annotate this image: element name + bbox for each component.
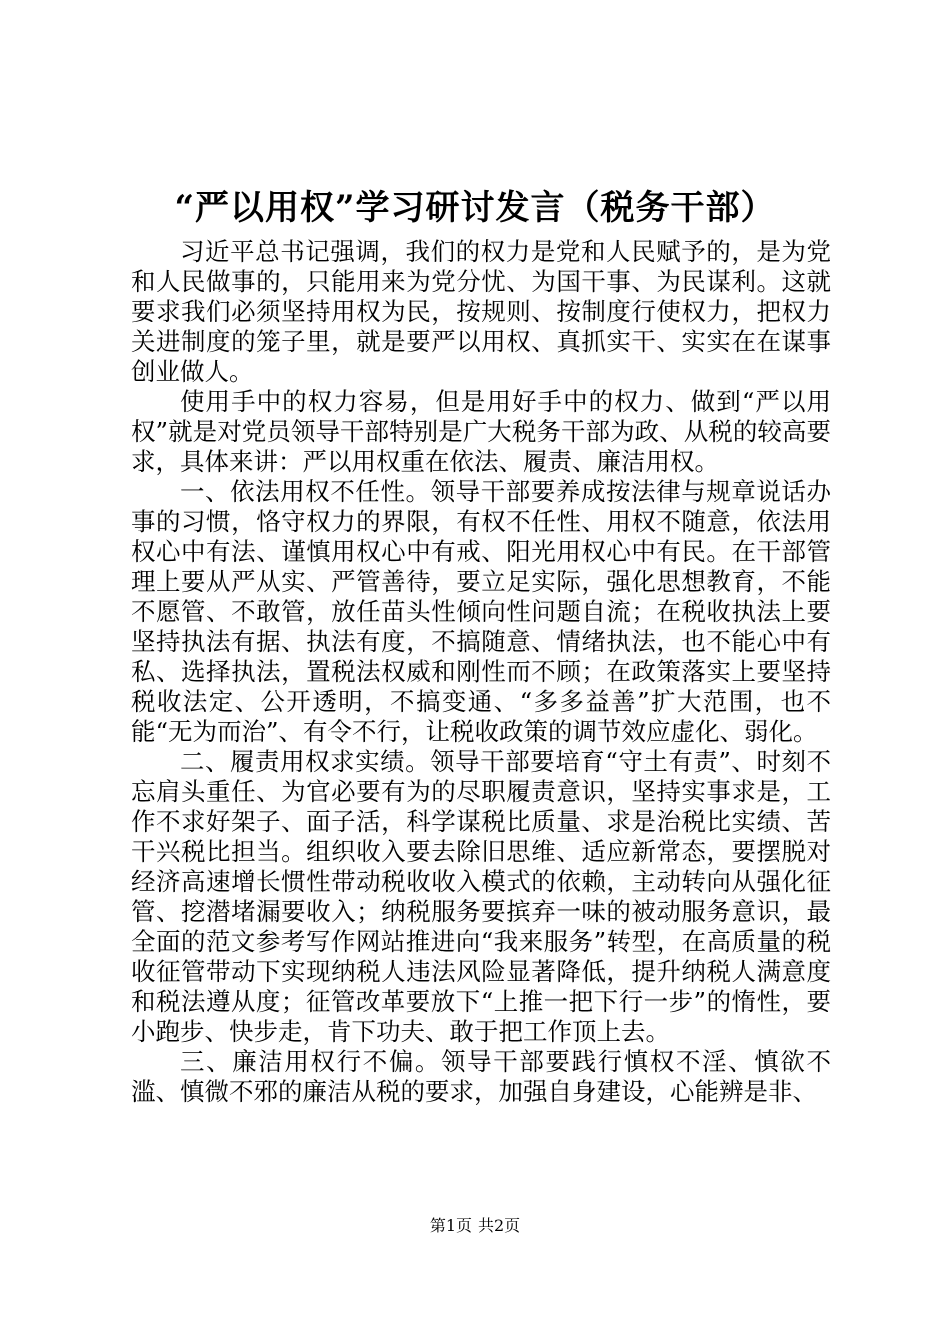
paragraph-overview: 使用手中的权力容易，但是用好手中的权力、做到“严以用权”就是对党员领导干部特别是广大税务干部为政、从税的较高要求，具体来讲：严以用权重在依法、履责、廉洁用权。 (131, 387, 831, 476)
page-total: 共2页 (478, 1216, 521, 1235)
paragraph-section-1: 一、依法用权不任性。领导干部要养成按法律与规章说话办事的习惯，恪守权力的界限，有权不任性、用权不随意，依法用权心中有法、谨慎用权心中有戒、阳光用权心中有民。在干部管理上要从严从实、严管善待，要立足实际，强化思想教育，不能不愿管、不敢管，放任苗头性倾向性问题自流；在税收执法上要坚持执法有据、执法有度，不搞随意、情绪执法，也不能心中有私、选择执法，置税法权威和刚性而不顾；在政策落实上要坚持税收法定、公开透明，不搞变通、“多多益善”扩大范围，也不能“无为而治”、有令不行，让税收政策的调节效应虚化、弱化。 (131, 477, 831, 746)
paragraph-intro: 习近平总书记强调，我们的权力是党和人民赋予的，是为党和人民做事的，只能用来为党分忧、为国干事、为民谋利。这就要求我们必须坚持用权为民，按规则、按制度行使权力，把权力关进制度的笼子里，就是要严以用权、真抓实干、实实在在谋事创业做人。 (131, 237, 831, 386)
document-body (131, 237, 831, 1107)
page-number: 第1页 (429, 1216, 472, 1235)
page-footer (0, 1214, 950, 1238)
document-title: “严以用权”学习研讨发言（税务干部） (174, 188, 776, 228)
paragraph-section-2: 二、履责用权求实绩。领导干部要培育“守土有责”、时刻不忘肩头重任、为官必要有为的尽职履责意识，坚持实事求是，工作不求好架子、面子活，科学谋税比质量、求是治税比实绩、苦干兴税比担当。组织收入要去除旧思维、适应新常态，要摆脱对经济高速增长惯性带动税收收入模式的依赖，主动转向从强化征管、挖潜堵漏要收入；纳税服务要摈弃一味的被动服务意识，最全面的范文参考写作网站推进向“我来服务”转型，在高质量的税收征管带动下实现纳税人违法风险显著降低，提升纳税人满意度和税法遵从度；征管改革要放下“上推一把下行一步”的惰性，要小跑步、快步走，肯下功夫、敢于把工作顶上去。 (131, 747, 831, 1046)
paragraph-section-3: 三、廉洁用权行不偏。领导干部要践行慎权不淫、慎欲不滥、慎微不邪的廉洁从税的要求，加强自身建设，心能辨是非、 (131, 1047, 831, 1106)
